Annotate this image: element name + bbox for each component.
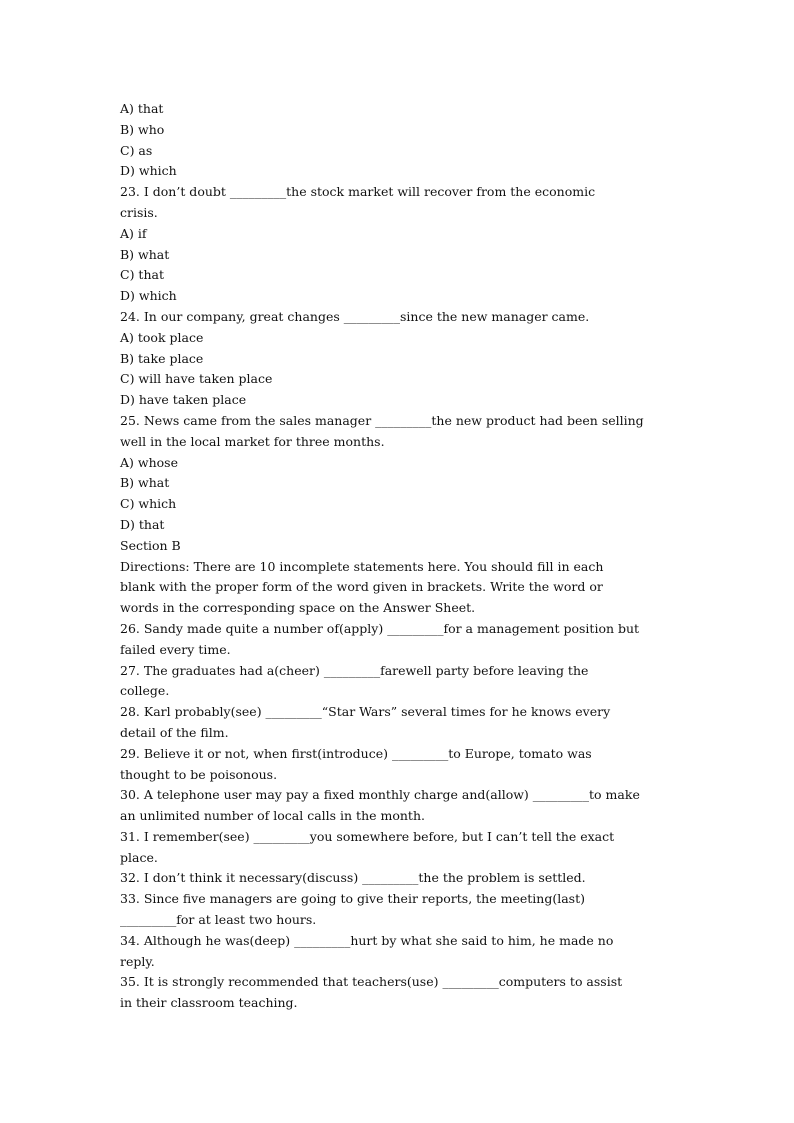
text-line: place. [120, 849, 158, 865]
text-line: 25. News came from the sales manager _________the new product had been selling [120, 412, 644, 428]
text-line: C) as [120, 142, 153, 158]
text-line: 32. I don’t think it necessary(discuss) _________the the problem is settled. [120, 870, 586, 886]
text-line: A) that [120, 101, 164, 116]
document-page [120, 99, 680, 1014]
text-line: detail of the film. [120, 724, 229, 740]
text-line: D) that [120, 516, 165, 532]
text-line: 30. A telephone user may pay a fixed monthly charge and(allow) _________to make [120, 787, 640, 803]
text-line: in their classroom teaching. [120, 995, 298, 1011]
text-line: B) what [120, 475, 170, 491]
text-line: C) which [120, 496, 177, 512]
text-line: reply. [120, 953, 155, 969]
text-line: A) whose [120, 454, 178, 470]
text-line: college. [120, 683, 170, 699]
text-line: A) if [120, 225, 147, 241]
text-line: _________for at least two hours. [120, 912, 317, 928]
text-line: C) will have taken place [120, 371, 273, 387]
text-line: D) which [120, 288, 177, 304]
text-line: 23. I don’t doubt _________the stock market will recover from the economic [120, 184, 596, 200]
text-line: 29. Believe it or not, when first(introduce) _________to Europe, tomato was [120, 745, 592, 761]
text-line: words in the corresponding space on the Answer Sheet. [120, 600, 476, 616]
text-line: B) who [120, 121, 165, 137]
text-line: D) which [120, 163, 177, 179]
text-line: 35. It is strongly recommended that teachers(use) _________computers to assist [120, 974, 623, 990]
text-line: 31. I remember(see) _________you somewhere before, but I can’t tell the exact [120, 828, 615, 844]
text-line: A) took place [120, 329, 204, 345]
text-line: blank with the proper form of the word given in brackets. Write the word or [120, 579, 603, 595]
text-line: 28. Karl probably(see) _________“Star Wars” several times for he knows every [120, 704, 611, 720]
text-line: thought to be poisonous. [120, 766, 278, 782]
text-line: 34. Although he was(deep) _________hurt by what she said to him, he made no [120, 932, 614, 948]
text-line: crisis. [120, 204, 158, 220]
text-line: D) have taken place [120, 392, 247, 408]
text-line: 26. Sandy made quite a number of(apply) _________for a management position but [120, 620, 640, 636]
text-line: well in the local market for three months. [120, 433, 385, 449]
text-line: B) take place [120, 350, 204, 366]
text-line: Directions: There are 10 incomplete statements here. You should fill in each [120, 558, 604, 574]
text-line: 24. In our company, great changes _________since the new manager came. [120, 308, 590, 324]
text-line: C) that [120, 267, 164, 283]
text-line: failed every time. [120, 641, 231, 657]
text-line: 27. The graduates had a(cheer) _________farewell party before leaving the [120, 662, 589, 678]
text-line: Section B [120, 537, 181, 553]
text-line: an unlimited number of local calls in the month. [120, 808, 425, 824]
text-line: B) what [120, 246, 170, 262]
text-line: 33. Since five managers are going to give their reports, the meeting(last) [120, 891, 585, 907]
